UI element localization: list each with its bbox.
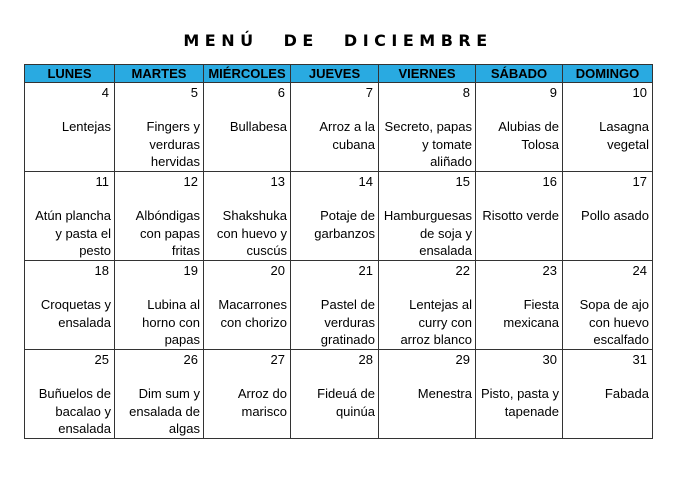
day-number: 18 [94,263,109,278]
dish-name: Fiesta mexicana [503,297,559,330]
day-number: 27 [270,352,285,367]
menu-calendar-table [24,64,653,439]
dish-name: Fabada [604,386,649,401]
day-cell [25,172,115,261]
dish-name: Pollo asado [581,208,649,223]
day-cell [379,350,476,439]
dish-name: Croquetas y ensalada [40,297,111,330]
dish-name: Sopa de ajo con huevo escalfado [579,297,649,347]
dish-name: Fideuá de quinúa [317,386,375,419]
dish-name: Hamburguesas de soja y ensalada [383,208,472,258]
day-cell [25,261,115,350]
day-cell [563,83,653,172]
day-cell [291,261,379,350]
dish-name: Secreto, papas y tomate aliñado [384,119,472,169]
dish-name: Dim sum y ensalada de algas [129,386,200,436]
dish-name: Menestra [417,386,472,401]
day-number: 25 [94,352,109,367]
dish-name: Macarrones con chorizo [218,297,287,330]
week-row [25,350,653,439]
dish-name: Shakshuka con huevo y cuscús [216,208,287,258]
day-cell [204,350,291,439]
dish-name: Lubina al horno con papas [142,297,200,347]
day-number: 23 [542,263,557,278]
day-number: 15 [455,174,470,189]
weekday-header-viernes: VIERNES [379,65,476,83]
day-number: 17 [632,174,647,189]
day-number: 19 [183,263,198,278]
day-number: 22 [455,263,470,278]
day-cell [204,83,291,172]
day-cell [115,83,204,172]
day-cell [115,350,204,439]
dish-name: Atún plancha y pasta el pesto [35,208,111,258]
day-number: 26 [183,352,198,367]
dish-name: Albóndigas con papas fritas [135,208,200,258]
day-number: 28 [358,352,373,367]
day-number: 6 [277,85,285,100]
day-cell [204,261,291,350]
day-cell [379,172,476,261]
day-number: 8 [462,85,470,100]
dish-name: Lentejas [61,119,111,134]
weekday-header-martes: MARTES [115,65,204,83]
week-row [25,83,653,172]
dish-name: Fingers y verduras hervidas [146,119,200,169]
day-cell [563,350,653,439]
day-cell [291,172,379,261]
day-number: 21 [358,263,373,278]
weekday-header-sabado: SÁBADO [476,65,563,83]
day-number: 4 [101,85,109,100]
dish-name: Arroz do marisco [237,386,287,419]
day-number: 20 [270,263,285,278]
day-number: 10 [632,85,647,100]
day-number: 24 [632,263,647,278]
dish-name: Pisto, pasta y tapenade [480,386,559,419]
day-cell [291,83,379,172]
day-number: 14 [358,174,373,189]
weekday-header-row [25,65,653,83]
dish-name: Lasagna vegetal [599,119,649,152]
day-cell [115,261,204,350]
day-cell [25,350,115,439]
dish-name: Bullabesa [229,119,287,134]
day-number: 16 [542,174,557,189]
day-cell [563,172,653,261]
day-number: 31 [632,352,647,367]
day-cell [563,261,653,350]
day-number: 9 [549,85,557,100]
dish-name: Lentejas al curry con arroz blanco [400,297,472,347]
day-number: 29 [455,352,470,367]
page-title: MENÚ DE DICIEMBRE [183,31,493,50]
weekday-header-domingo: DOMINGO [563,65,653,83]
day-cell [476,261,563,350]
day-cell [204,172,291,261]
day-cell [25,83,115,172]
weekday-header-miercoles: MIÉRCOLES [204,65,291,83]
day-number: 13 [270,174,285,189]
day-cell [476,83,563,172]
day-number: 30 [542,352,557,367]
weekday-header-jueves: JUEVES [291,65,379,83]
day-cell [291,350,379,439]
day-cell [379,83,476,172]
day-number: 12 [183,174,198,189]
dish-name: Potaje de garbanzos [314,208,375,241]
day-cell [379,261,476,350]
day-number: 11 [95,174,109,189]
week-row [25,172,653,261]
dish-name: Arroz a la cubana [319,119,375,152]
day-cell [476,350,563,439]
day-cell [476,172,563,261]
week-row [25,261,653,350]
weekday-header-lunes: LUNES [25,65,115,83]
day-cell [115,172,204,261]
day-number: 5 [190,85,198,100]
dish-name: Buñuelos de bacalao y ensalada [38,386,111,436]
dish-name: Risotto verde [482,208,559,223]
dish-name: Pastel de verduras gratinado [320,297,375,347]
dish-name: Alubias de Tolosa [498,119,559,152]
day-number: 7 [365,85,373,100]
